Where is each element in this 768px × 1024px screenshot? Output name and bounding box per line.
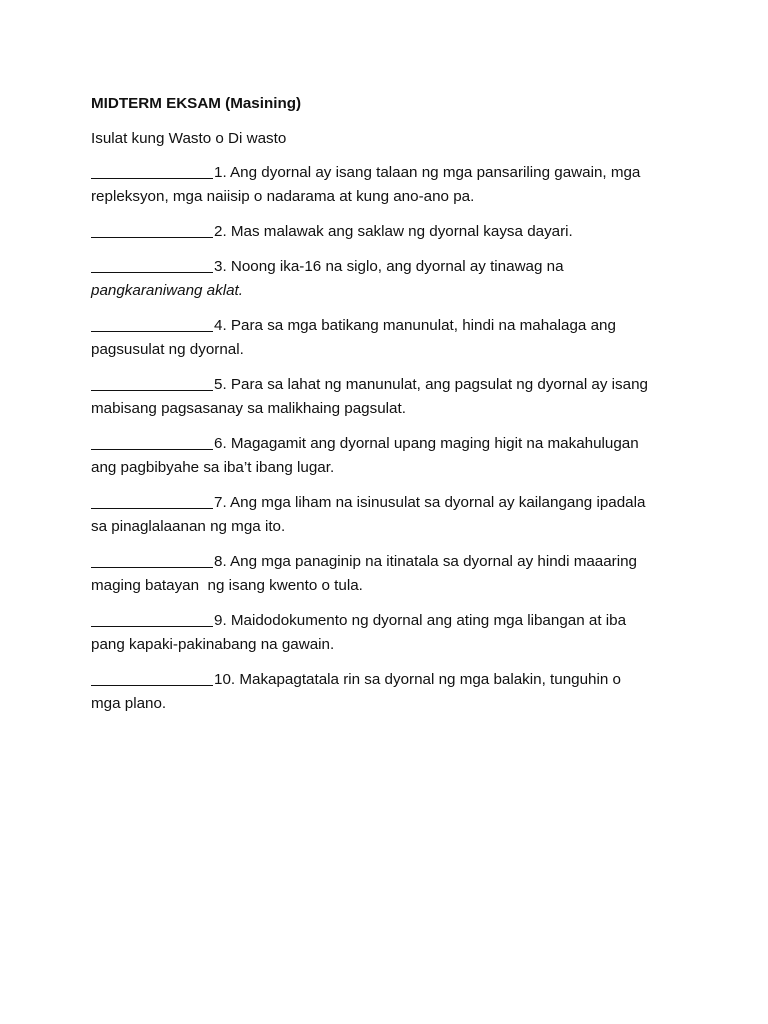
question-number-10: 10.: [214, 671, 236, 688]
question-item-8: [91, 549, 681, 598]
question-number-6: 6.: [214, 435, 227, 452]
question-text-6-line1: Magagamit ang dyornal upang maging higit na makahulugan: [226, 435, 639, 452]
question-number-1: 1.: [214, 164, 227, 181]
question-text-9-line1: Maidodokumento ng dyornal ang ating mga libangan at iba: [226, 612, 627, 629]
question-item-7: [91, 490, 681, 539]
question-number-7: 7.: [214, 494, 227, 511]
instructions: Isulat kung Wasto o Di wasto: [91, 130, 287, 147]
question-text-5-line2: mabisang pagsasanay sa malikhaing pagsulat.: [91, 400, 406, 417]
question-text-4-line1: Para sa mga batikang manunulat, hindi na mahalaga ang: [226, 317, 616, 334]
question-text-2-line1: Mas malawak ang saklaw ng dyornal kaysa dayari.: [226, 223, 573, 240]
question-number-9: 9.: [214, 612, 227, 629]
answer-blank-9: [91, 608, 213, 627]
question-item-10: [91, 667, 681, 716]
answer-blank-4: [91, 313, 213, 332]
question-number-8: 8.: [214, 553, 227, 570]
question-item-2: [91, 219, 681, 244]
question-text-5-line1: Para sa lahat ng manunulat, ang pagsulat ng dyornal ay isang: [226, 376, 648, 393]
question-number-5: 5.: [214, 376, 227, 393]
question-text-7-line2: sa pinaglalaanan ng mga ito.: [91, 518, 286, 535]
question-text-8-line2: maging batayan ng isang kwento o tula.: [91, 577, 363, 594]
answer-blank-10: [91, 667, 213, 686]
question-item-1: [91, 160, 681, 209]
question-text-1-line1: Ang dyornal ay isang talaan ng mga pansariling gawain, mga: [226, 164, 641, 181]
question-text-7-line1: Ang mga liham na isinusulat sa dyornal ay kailangang ipadala: [226, 494, 646, 511]
question-number-3: 3.: [214, 258, 227, 275]
answer-blank-7: [91, 490, 213, 509]
question-item-3: [91, 254, 681, 303]
question-number-2: 2.: [214, 223, 227, 240]
question-text-8-line1: Ang mga panaginip na itinatala sa dyornal ay hindi maaaring: [226, 553, 638, 570]
question-item-6: [91, 431, 681, 480]
question-text-6-line2: ang pagbibyahe sa iba’t ibang lugar.: [91, 459, 335, 476]
document-content: [91, 92, 681, 726]
question-item-4: [91, 313, 681, 362]
document-title: MIDTERM EKSAM (Masining): [91, 95, 302, 112]
question-text-10-line1: Makapagtatala rin sa dyornal ng mga balakin, tunguhin o: [235, 671, 621, 688]
question-text-10-line2: mga plano.: [91, 695, 167, 712]
answer-blank-5: [91, 372, 213, 391]
question-number-4: 4.: [214, 317, 227, 334]
question-text-3-line2: pangkaraniwang aklat.: [91, 282, 243, 299]
question-text-4-line2: pagsusulat ng dyornal.: [91, 341, 244, 358]
question-text-1-line2: repleksyon, mga naiisip o nadarama at kung ano-ano pa.: [91, 188, 475, 205]
answer-blank-3: [91, 254, 213, 273]
answer-blank-6: [91, 431, 213, 450]
answer-blank-2: [91, 219, 213, 238]
question-text-9-line2: pang kapaki-pakinabang na gawain.: [91, 636, 335, 653]
question-item-5: [91, 372, 681, 421]
question-item-9: [91, 608, 681, 657]
answer-blank-1: [91, 160, 213, 179]
answer-blank-8: [91, 549, 213, 568]
question-text-3-line1: Noong ika-16 na siglo, ang dyornal ay tinawag na: [226, 258, 564, 275]
